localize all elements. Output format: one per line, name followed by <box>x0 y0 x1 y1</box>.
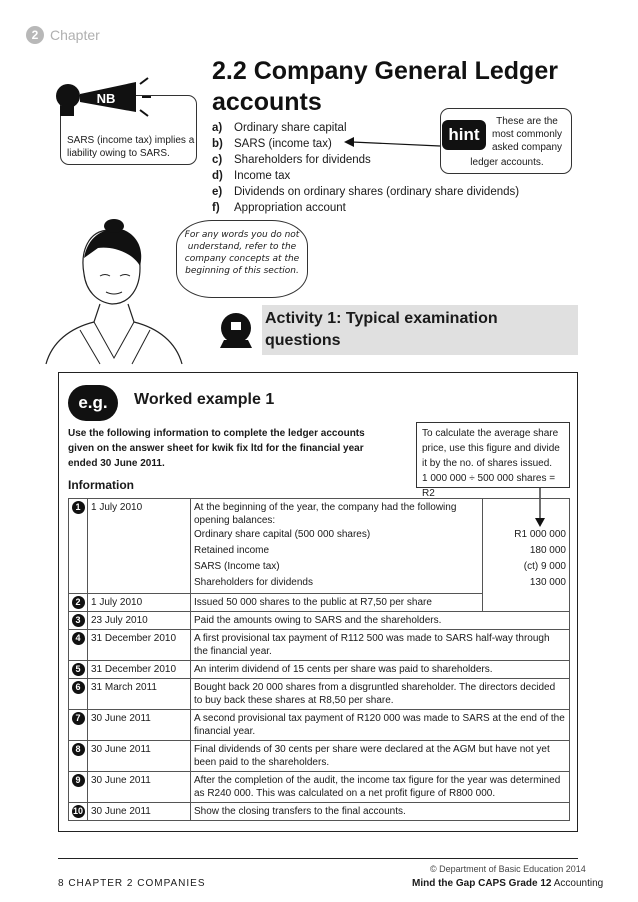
footer-book-bold: Mind the Gap CAPS Grade 12 <box>412 878 552 889</box>
row-text: Bought back 20 000 shares from a disgruntled shareholder. The directors decided to buy back these shares at R8,50 per share. <box>191 679 570 710</box>
information-heading: Information <box>68 478 134 492</box>
row-date: 30 June 2011 <box>88 772 191 803</box>
hint-arrow-icon <box>340 132 442 152</box>
list-item <box>212 200 519 216</box>
note-text: To calculate the average share price, use this figure and divide it by the no. of shares issued. <box>422 428 560 469</box>
balance-label: Ordinary share capital (500 000 shares) <box>194 529 371 540</box>
list-letter: f) <box>212 202 220 214</box>
nb-badge-text: NB <box>96 91 116 106</box>
row-text: A first provisional tax payment of R112 500 was made to SARS half-way through the financial year. <box>191 630 570 661</box>
row-date: 30 June 2011 <box>88 741 191 772</box>
speech-text: For any words you do not understand, refer to the company concepts at the beginning of this section. <box>184 230 300 276</box>
row-text: Paid the amounts owing to SARS and the shareholders. <box>191 612 570 630</box>
table-row <box>69 679 570 710</box>
balance-amount: (ct) 9 000 <box>523 561 566 572</box>
student-illustration <box>40 218 190 366</box>
note-formula: 1 000 000 ÷ 500 000 shares = R2 <box>422 473 556 499</box>
activity-icon <box>214 308 258 352</box>
hint-text-top: These are the most commonly asked company <box>491 116 563 153</box>
row-text: An interim dividend of 15 cents per share was paid to shareholders. <box>191 661 570 679</box>
balance-label: Retained income <box>194 545 270 556</box>
footer-book-title <box>412 878 603 889</box>
megaphone-nb-icon <box>52 76 152 120</box>
information-table <box>68 498 570 821</box>
row-date: 30 June 2011 <box>88 803 191 821</box>
table-row <box>69 772 570 803</box>
list-item <box>212 184 519 200</box>
row-date: 23 July 2010 <box>88 612 191 630</box>
worked-example-title: Worked example 1 <box>134 391 275 408</box>
balance-amount: 130 000 <box>529 577 566 588</box>
footer-divider <box>58 858 578 859</box>
row-number: 10 <box>72 806 83 816</box>
footer-book-plain: Accounting <box>551 878 604 889</box>
list-letter: b) <box>212 138 223 150</box>
table-row <box>69 612 570 630</box>
row-date: 30 June 2011 <box>88 710 191 741</box>
table-row <box>69 741 570 772</box>
row-date: 1 July 2010 <box>88 594 191 612</box>
activity-title: Activity 1: Typical examination questions <box>265 310 498 349</box>
list-letter: a) <box>212 122 223 134</box>
table-row <box>69 630 570 661</box>
list-letter: c) <box>212 154 223 166</box>
hint-callout <box>440 108 572 174</box>
row-number: 4 <box>72 632 85 645</box>
row-number: 8 <box>72 743 85 756</box>
page-title: 2.2 Company General Ledger accounts <box>212 57 558 116</box>
list-letter: e) <box>212 186 223 198</box>
balance-label: SARS (Income tax) <box>194 561 280 572</box>
row-date: 1 July 2010 <box>88 499 191 594</box>
row-number: 6 <box>72 681 85 694</box>
table-row <box>69 499 570 594</box>
list-text: Income tax <box>234 170 291 182</box>
list-letter: d) <box>212 170 223 182</box>
row-number: 7 <box>72 712 85 725</box>
average-price-note <box>416 422 570 499</box>
chapter-label: Chapter <box>50 27 100 43</box>
row-date: 31 December 2010 <box>88 630 191 661</box>
row-text: Show the closing transfers to the final accounts. <box>191 803 570 821</box>
list-text: Shareholders for dividends <box>234 154 371 166</box>
balance-amount: 180 000 <box>529 545 566 556</box>
footer-page-label: 8 CHAPTER 2 COMPANIES <box>58 878 206 889</box>
list-text: SARS (income tax) <box>234 138 332 150</box>
row-date: 31 March 2011 <box>88 679 191 710</box>
row-text: Issued 50 000 shares to the public at R7,50 per share <box>191 594 483 612</box>
table-row <box>69 803 570 821</box>
hint-icon: hint <box>442 120 486 150</box>
table-row <box>69 661 570 679</box>
row-number: 9 <box>72 774 85 787</box>
footer-copyright: © Department of Basic Education 2014 <box>430 864 586 874</box>
row-number: 3 <box>72 614 85 627</box>
row-number: 2 <box>72 596 85 609</box>
list-text: Dividends on ordinary shares (ordinary share dividends) <box>234 186 520 198</box>
eg-icon: e.g. <box>68 385 118 421</box>
list-text: Appropriation account <box>234 202 346 214</box>
balance-label: Shareholders for dividends <box>194 577 313 588</box>
row-text: A second provisional tax payment of R120 000 was made to SARS at the end of the financial year. <box>191 710 570 741</box>
row-text: Final dividends of 30 cents per share were declared at the AGM but have not yet been paid to the shareholders. <box>191 741 570 772</box>
balance-amount: R1 000 000 <box>514 529 566 540</box>
speech-bubble <box>176 220 308 298</box>
list-text: Ordinary share capital <box>234 122 347 134</box>
worked-example-intro: Use the following information to complete the ledger accounts given on the answer sheet for kwik fix ltd for the financial year ended 30 June 2011. <box>68 428 365 469</box>
nb-text: SARS (income tax) implies a liability owing to SARS. <box>67 135 195 159</box>
row-text: After the completion of the audit, the income tax figure for the year was determined as R240 000. This was calculated on a net profit figure of R800 000. <box>191 772 570 803</box>
table-row <box>69 710 570 741</box>
row-number: 1 <box>72 501 85 514</box>
hint-text-bottom: ledger accounts. <box>470 157 544 168</box>
row-number: 5 <box>72 663 85 676</box>
row-text: At the beginning of the year, the company had the following opening balances: <box>194 502 457 526</box>
chapter-number-badge: 2 <box>26 26 44 44</box>
row-date: 31 December 2010 <box>88 661 191 679</box>
